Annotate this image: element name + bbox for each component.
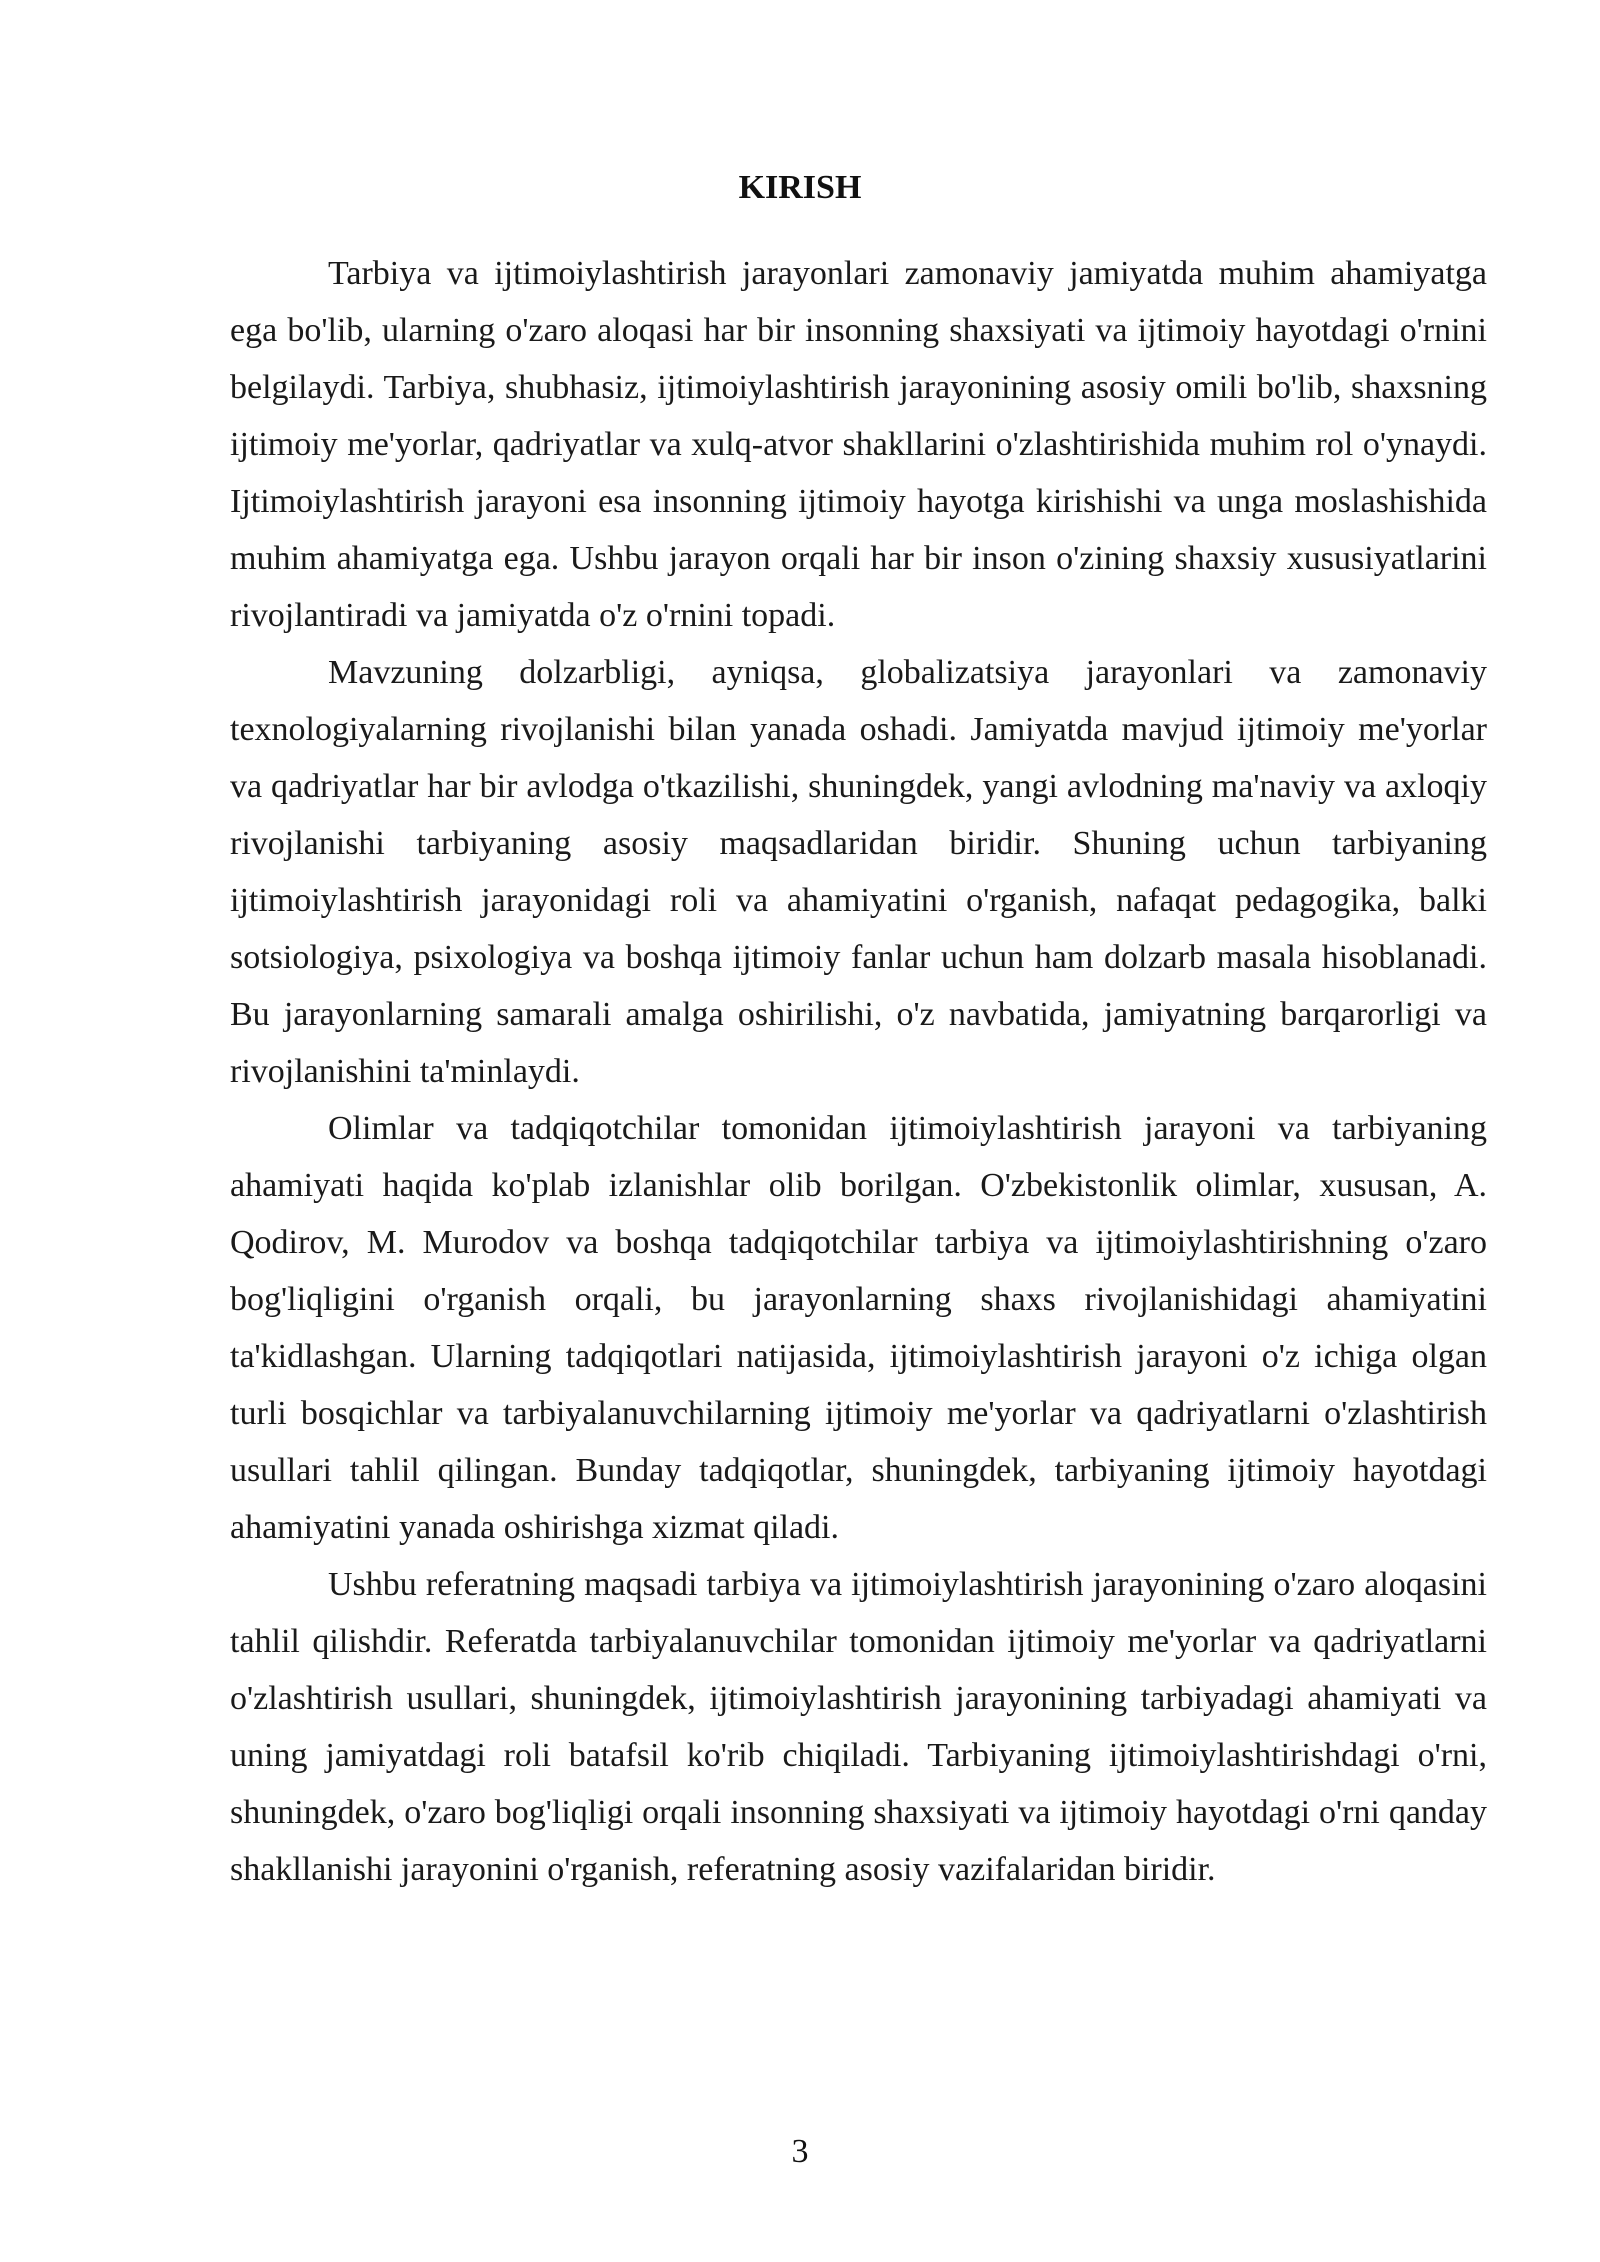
paragraph-research-review: Olimlar va tadqiqotchilar tomonidan ijtimoiylashtirish jarayoni va tarbiyaning ahamiyati haqida ko'plab izlanishlar olib borilgan. O'zbekistonlik olimlar, xususan, A. Qodirov, M. Murodov va boshqa tadqiqotchilar tarbiya va ijtimoiylashtirishning o'zaro bog'liqligini o'rganish orqali, bu jarayonlarning shaxs rivojlanishidagi ahamiyatini ta'kidlashgan. Ularning tadqiqotlari natijasida, ijtimoiylashtirish jarayoni o'z ichiga olgan turli bosqichlar va tarbiyalanuvchilarning ijtimoiy me'yorlar va qadriyatlarni o'zlashtirish usullari tahlil qilingan. Bunday tadqiqotlar, shuningdek, tarbiyaning ijtimoiy hayotdagi ahamiyatini yanada oshirishga xizmat qiladi. <box>230 1110 1487 1546</box>
page-number: 3 <box>791 2133 809 2170</box>
paragraph-purpose: Ushbu referatning maqsadi tarbiya va ijtimoiylashtirish jarayonining o'zaro aloqasini tahlil qilishdir. Referatda tarbiyalanuvchilar tomonidan ijtimoiy me'yorlar va qadriyatlarni o'zlashtirish usullari, shuningdek, ijtimoiylashtirish jarayonining tarbiyadagi ahamiyati va uning jamiyatdagi roli batafsil ko'rib chiqiladi. Tarbiyaning ijtimoiylashtirishdagi o'rni, shuningdek, o'zaro bog'liqligi orqali insonning shaxsiyati va ijtimoiy hayotdagi o'rni qanday shakllanishi jarayonini o'rganish, referatning asosiy vazifalaridan biridir. <box>230 1566 1487 1888</box>
paragraph-introduction: Tarbiya va ijtimoiylashtirish jarayonlari zamonaviy jamiyatda muhim ahamiyatga ega bo'lib, ularning o'zaro aloqasi har bir insonning shaxsiyati va ijtimoiy hayotdagi o'rnini belgilaydi. Tarbiya, shubhasiz, ijtimoiylashtirish jarayonining asosiy omili bo'lib, shaxsning ijtimoiy me'yorlar, qadriyatlar va xulq-atvor shakllarini o'zlashtirishida muhim rol o'ynaydi. Ijtimoiylashtirish jarayoni esa insonning ijtimoiy hayotga kirishishi va unga moslashishida muhim ahamiyatga ega. Ushbu jarayon orqali har bir inson o'zining shaxsiy xususiyatlarini rivojlantiradi va jamiyatda o'z o'rnini topadi. <box>230 255 1487 634</box>
paragraph-relevance: Mavzuning dolzarbligi, ayniqsa, globalizatsiya jarayonlari va zamonaviy texnologiyalarning rivojlanishi bilan yanada oshadi. Jamiyatda mavjud ijtimoiy me'yorlar va qadriyatlar har bir avlodga o'tkazilishi, shuningdek, yangi avlodning ma'naviy va axloqiy rivojlanishi tarbiyaning asosiy maqsadlaridan biridir. Shuning uchun tarbiyaning ijtimoiylashtirish jarayonidagi roli va ahamiyatini o'rganish, nafaqat pedagogika, balki sotsiologiya, psixologiya va boshqa ijtimoiy fanlar uchun ham dolzarb masala hisoblanadi. Bu jarayonlarning samarali amalga oshirilishi, o'z navbatida, jamiyatning barqarorligi va rivojlanishini ta'minlaydi. <box>230 654 1487 1090</box>
section-title: KIRISH <box>738 169 862 206</box>
document-body <box>230 245 1487 1898</box>
